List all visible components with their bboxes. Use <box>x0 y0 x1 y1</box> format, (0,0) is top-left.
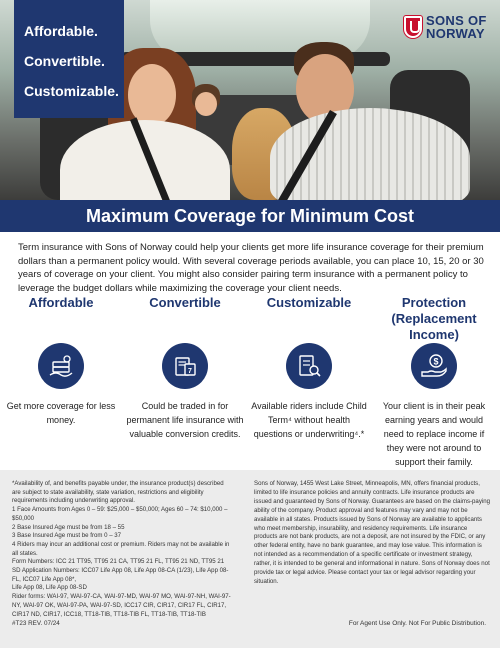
feature-description: Your client is in their peak earning years and would need to replace income if they were not around to support their family. <box>382 401 486 467</box>
tagline-box <box>14 0 124 118</box>
feature-description: Available riders include Child Term⁴ without health questions or underwriting⁴.* <box>251 401 367 439</box>
feature-customizable <box>250 295 368 441</box>
logo-text-line1: SONS OF <box>426 13 487 28</box>
feature-affordable <box>2 295 120 427</box>
feature-heading: Protection (Replacement Income) <box>391 295 477 342</box>
feature-heading: Convertible <box>149 295 221 310</box>
svg-text:7: 7 <box>188 368 192 375</box>
checklist-search-icon <box>286 343 332 389</box>
tagline-convertible: Convertible. <box>24 53 105 69</box>
footnotes: *Availability of, and benefits payable under, the insurance product(s) described are subject to state availability, state variation, restrictions and eligibility requirements including underwriting approval. 1 Face Amounts from Ages 0 – 59: $25,000 – $50,000; Ages 60 – 74: $10,000 – $50,000 2 Base Insured Age must be from 18 – 55 3 Base Insured Age must be from 0 – 37 4 Riders may incur an additional cost or premium. Riders may not be available in all states. Form Numbers: ICC 21 TT95, TT95 21 CA, TT95 21 FL, TT95 21 ND, TT95 21 SD Application Numbers: ICC07 Life App 08, Life App 08-CA (1/23), Life App 08-FL, ICC07 Life App 08*, Life App 08, Life App 08-SD Rider forms: WAI-97, WAI-97-CA, WAI-97-MD, WAI-97 MO, WAI-97-NH, WAI-97-NY, WAI-97 OK, WAI-97-PA, WAI-97-SD, ICC17 CIR, CIR17, CIR17 FL, CIR17, CIR17 ND, CIR17, ICC18, TT18-TIB, TT18-TIB FL, TT18-TIB, TT18-TIB <box>12 480 231 618</box>
sons-of-norway-logo <box>404 14 487 40</box>
tagline-customizable: Customizable. <box>24 83 119 99</box>
svg-text:$: $ <box>433 356 439 367</box>
page-title: Maximum Coverage for Minimum Cost <box>0 200 500 232</box>
cash-stack-icon <box>38 343 84 389</box>
feature-description: Get more coverage for less money. <box>6 401 116 425</box>
intro-paragraph: Term insurance with Sons of Norway could help your clients get more life insurance coverage for their premium dollars than a permanent policy would. With several coverage periods available, you can place 10, 15, 20 or 30 years of coverage on your client. You might also consider pairing term insurance with a permanent policy to leverage the budget dollars while maximizing the coverage your client needs. <box>18 242 484 294</box>
legal-disclaimer: Sons of Norway, 1455 West Lake Street, Minneapolis, MN, offers financial products, limited to life insurance policies and annuity contracts. Life insurance products are issued and guaranteed by Sons of Norway. Guarantees are based on the claims-paying ability of the company. Product approval and features may vary and may not be available in all states. Products issued by Sons of Norway are available to applicants who meet membership, insurability, and residency requirements. Life insurance products are not bank products, are not a deposit, are not insured by the FDIC, or any other federal entity, have no bank guarantee, and may lose value. This information is not intended as a recommendation of a specific certificate or investment strategy, rather, it is intended to be general and informational in nature. Sons of Norway does not provide tax or legal advice. Please contact your tax or legal advisor regarding your situation. <box>254 480 490 585</box>
feature-heading: Affordable <box>28 295 94 310</box>
feature-heading: Customizable <box>266 295 352 310</box>
calendar-document-icon <box>162 343 208 389</box>
form-code: #T23 REV. 07/24 <box>12 620 60 627</box>
tagline-affordable: Affordable. <box>24 23 98 39</box>
feature-description: Could be traded in for permanent life insurance with valuable conversion credits. <box>126 401 244 439</box>
hand-dollar-icon <box>411 343 457 389</box>
feature-convertible <box>126 295 244 441</box>
shield-icon <box>404 16 422 38</box>
agent-use-notice: For Agent Use Only. Not For Public Distribution. <box>348 620 486 627</box>
feature-protection <box>375 295 493 469</box>
logo-text-line2: NORWAY <box>426 26 485 41</box>
